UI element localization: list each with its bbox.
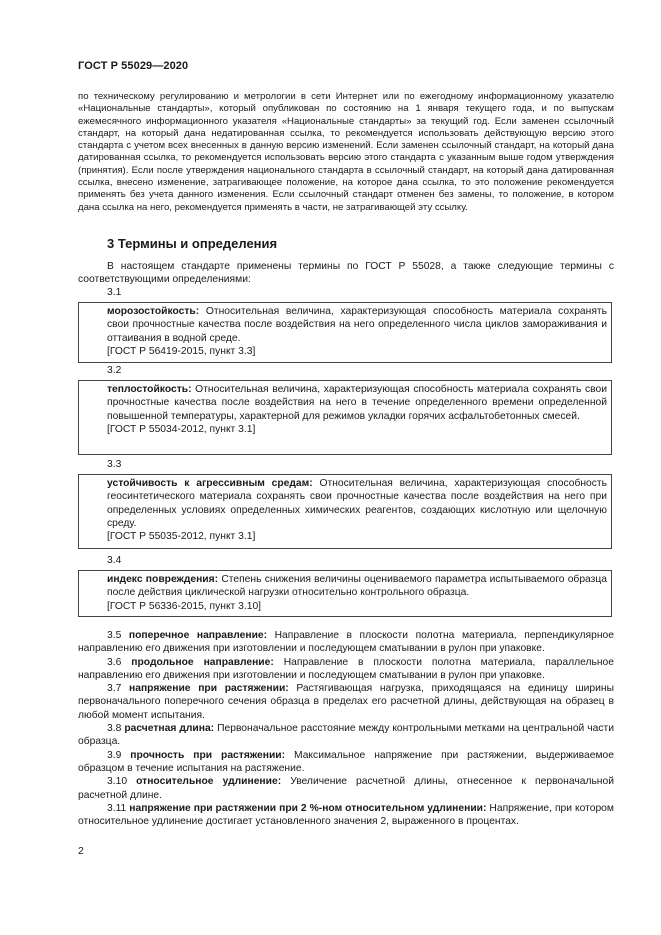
term-text: Напряжение, при котором относительное удлинение достигает установленного значения 2, выраженного в процентах. <box>78 802 614 828</box>
term-number: 3.3 <box>107 459 122 470</box>
term-entry <box>78 722 614 749</box>
term-text: Первоначальное расстояние между контрольными метками на центральной части образца. <box>78 723 614 748</box>
term-number: 3.9 <box>107 749 122 761</box>
section-lead: В настоящем стандарте применены термины по ГОСТ Р 55028, а также следующие термины с соответствующими определениями: <box>78 261 614 286</box>
term-number: 3.7 <box>107 683 122 695</box>
term-definition <box>107 305 607 345</box>
term-box <box>78 570 612 617</box>
term-entry <box>78 775 614 802</box>
term-box <box>78 380 612 455</box>
page-number: 2 <box>78 845 84 857</box>
term-source: [ГОСТ Р 56336-2015, пункт 3.10] <box>107 600 262 612</box>
term-source: [ГОСТ Р 55034-2012, пункт 3.1] <box>107 423 256 435</box>
term-name: морозостойкость: <box>107 306 200 317</box>
term-definition <box>107 573 607 600</box>
terms-list <box>78 629 614 828</box>
term-name: поперечное направление: <box>128 630 268 641</box>
term-entry <box>78 656 614 683</box>
term-number: 3.1 <box>107 287 122 298</box>
term-text: Степень снижения величины оцениваемого параметра испытываемого образца после действия циклической нагрузки относительно контрольного образца. <box>107 574 608 599</box>
term-number: 3.6 <box>107 656 122 668</box>
term-name: напряжение при растяжении: <box>129 683 289 695</box>
term-text: Относительная величина, характеризующая способность материала сохранять свои прочностные качества после воздействия на него определенного числа циклов замораживания и оттаивания в водной среде. <box>107 306 607 344</box>
section-title: 3 Термины и определения <box>107 236 278 251</box>
term-text: Относительная величина, характеризующая способность геосинтетического материала сохранять свои прочностные качества после воздействия на него при определенных условиях определенных химических реагентов, создающих кислотную или щелочную среду. <box>107 478 608 529</box>
term-name: напряжение при растяжении при 2 %-ном относительном удлинении: <box>129 802 487 814</box>
term-number: 3.10 <box>107 776 128 788</box>
term-entry <box>78 802 614 829</box>
term-entry <box>78 629 614 656</box>
term-number: 3.11 <box>107 802 127 814</box>
term-number: 3.4 <box>107 555 122 566</box>
term-number: 3.2 <box>107 365 122 376</box>
term-name: теплостойкость: <box>107 384 192 395</box>
term-name: расчетная длина: <box>124 723 215 735</box>
term-box <box>78 302 612 363</box>
term-text: Увеличение расчетной длины, отнесенное к первоначальной расчетной длине. <box>78 776 614 801</box>
term-entry <box>78 682 614 722</box>
term-name: относительное удлинение: <box>136 776 282 788</box>
term-name: индекс повреждения: <box>107 574 219 585</box>
term-number: 3.5 <box>107 630 122 641</box>
term-number: 3.8 <box>107 723 122 735</box>
term-text: Направление в плоскости полотна материала, параллельное направлению его движения при изготовлении и последующем сматывании в рулон при упаковке. <box>78 656 614 681</box>
term-entry <box>78 749 614 776</box>
term-definition <box>107 477 607 530</box>
term-source: [ГОСТ Р 55035-2012, пункт 3.1] <box>107 531 256 543</box>
term-source: [ГОСТ Р 56419-2015, пункт 3.3] <box>107 345 256 357</box>
term-text: Направление в плоскости полотна материала, перпендикулярное направлению его движения при изготовлении и последующем сматывании в рулон при упаковке. <box>78 630 614 655</box>
term-box <box>78 474 612 549</box>
term-text: Растягивающая нагрузка, приходящаяся на единицу ширины первоначального поперечного сечения образца в пределах его расчетной длины, действующая на образец в любой момент испытания. <box>78 683 614 721</box>
document-header: ГОСТ Р 55029—2020 <box>78 60 189 72</box>
term-name: прочность при растяжении: <box>130 749 286 761</box>
intro-paragraph: по техническому регулированию и метрологии в сети Интернет или по ежегодному информационному указателю «Национальные стандарты», который опубликован по состоянию на 1 января текущего года, и по выпускам ежемесячного информационного указателя «Национальные стандарты» за текущий год. Если заменен ссылочный стандарт, на который дана недатированная ссылка, то рекомендуется использовать действующую версию этого стандарта с учетом всех внесенных в данную версию изменений. Если заменен ссылочный стандарт, на который дана датированная ссылка, то рекомендуется использовать версию этого стандарта с указанным выше годом утверждения (принятия). Если после утверждения национального стандарта в ссылочный стандарт, на который дана датированная ссылка, внесено изменение, затрагивающее положение, на которое дана ссылка, то это положение рекомендуется применять без учета данного изменения. Если ссылочный стандарт отменен без замены, то положение, в котором дана ссылка на него, рекомендуется применять в части, не затрагивающей эту ссылку. <box>78 91 614 213</box>
term-definition <box>107 383 607 423</box>
term-name: продольное направление: <box>131 656 274 668</box>
term-text: Относительная величина, характеризующая способность материала сохранять свои прочностные качества после воздействия на него в течение определенного времени определенной повышенной температуры, характерной для режимов укладки горячих асфальтобетонных смесей. <box>107 384 607 422</box>
term-name: устойчивость к агрессивным средам: <box>107 478 313 489</box>
term-text: Максимальное напряжение при растяжении, выдерживаемое образцом в течение испытания на растяжение. <box>78 749 614 774</box>
